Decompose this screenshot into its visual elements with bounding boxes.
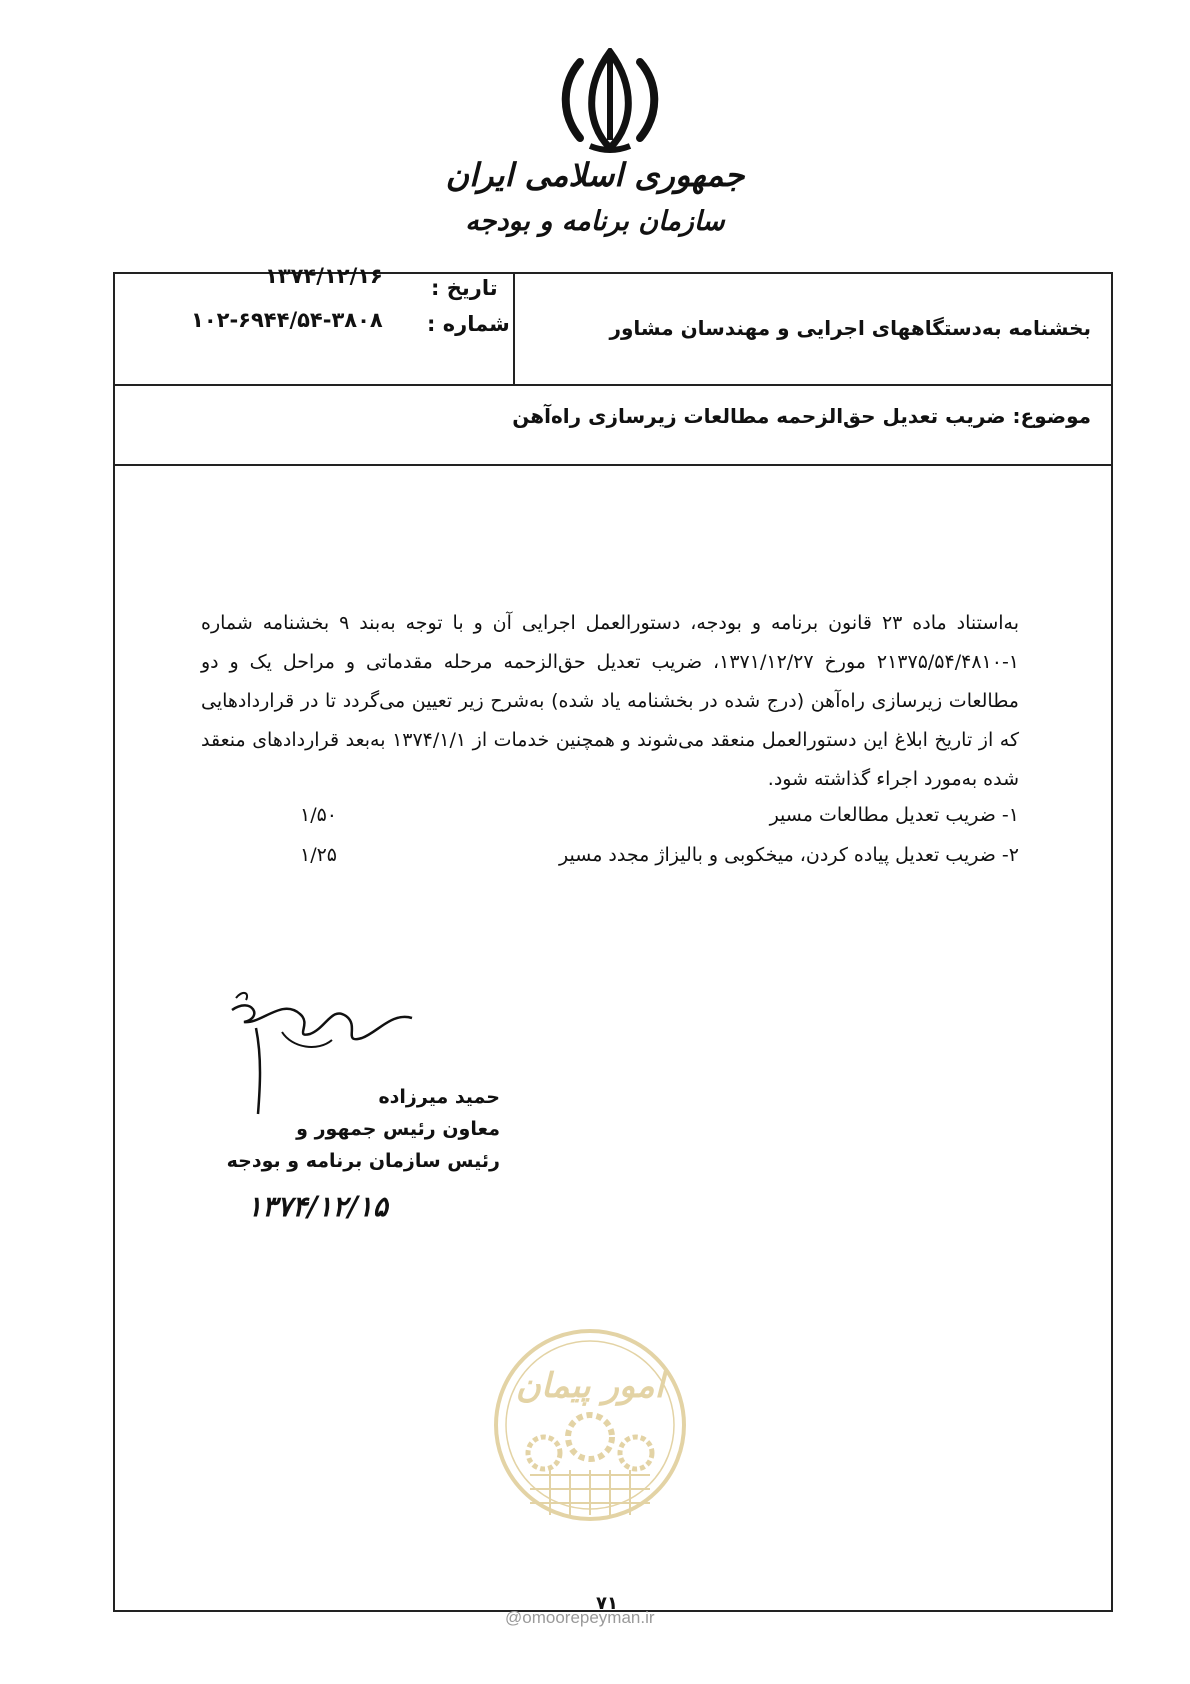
iran-emblem-icon <box>550 48 670 154</box>
item-value: ۱/۲۵ <box>300 844 338 866</box>
list-item: ۱- ضریب تعدیل مطالعات مسیر <box>769 804 1019 826</box>
number-value: ۱۰۲-۶۹۴۴/۵۴-۳۸۰۸ <box>191 308 383 332</box>
subject-row <box>115 384 1111 466</box>
stamp-text: امور پیمان <box>515 1366 665 1406</box>
handwritten-date: ۱۳۷۴/۱۲/۱۵ <box>247 1190 388 1223</box>
header-divider <box>513 274 515 384</box>
signatory-title: رئیس سازمان برنامه و بودجه <box>226 1150 500 1172</box>
number-label: شماره : <box>427 312 510 336</box>
subject: موضوع: ضریب تعدیل حق‌الزحمه مطالعات زیرسازی راه‌آهن <box>512 404 1091 428</box>
body-paragraph: به‌استناد ماده ۲۳ قانون برنامه و بودجه، دستورالعمل اجرایی آن و با توجه به‌بند ۹ بخشنامه شماره ۱-۲۱۳۷۵/۵۴/۴۸۱۰ مورخ ۱۳۷۱/۱۲/۲۷، ضریب تعدیل حق‌الزحمه مرحله مقدماتی و مراحل یک و دو مطالعات زیرسازی راه‌آهن (درج شده در بخشنامه یاد شده) به‌شرح زیر تعیین می‌گردد تا در قراردادهایی که از تاریخ ابلاغ این دستورالعمل منعقد می‌شوند و همچنین خدمات از ۱۳۷۴/۱/۱ به‌بعد قراردادهای منعقد شده به‌مورد اجراء گذاشته شود. <box>201 612 1020 790</box>
item-value: ۱/۵۰ <box>300 804 338 826</box>
signatory-title: معاون رئیس جمهور و <box>296 1118 500 1140</box>
recipients: بخشنامه به‌دستگاههای اجرایی و مهندسان مشاور <box>609 316 1091 340</box>
signatory-name: حمید میرزاده <box>378 1086 500 1108</box>
watermark: @omoorepeyman.ir <box>505 1608 655 1627</box>
date-label: تاریخ : <box>431 276 498 300</box>
letterhead-organization: سازمان برنامه و بودجه <box>465 206 725 237</box>
list-item: ۲- ضریب تعدیل پیاده کردن، میخکوبی و بالیزاژ مجدد مسیر <box>559 844 1019 866</box>
page-number: ۷۱ <box>596 1593 618 1614</box>
header-row <box>115 264 1111 386</box>
date-value: ۱۳۷۴/۱۲/۱۶ <box>265 264 383 288</box>
letterhead-title: جمهوری اسلامی ایران <box>445 156 745 194</box>
omoorepeyman-stamp <box>490 1325 690 1525</box>
